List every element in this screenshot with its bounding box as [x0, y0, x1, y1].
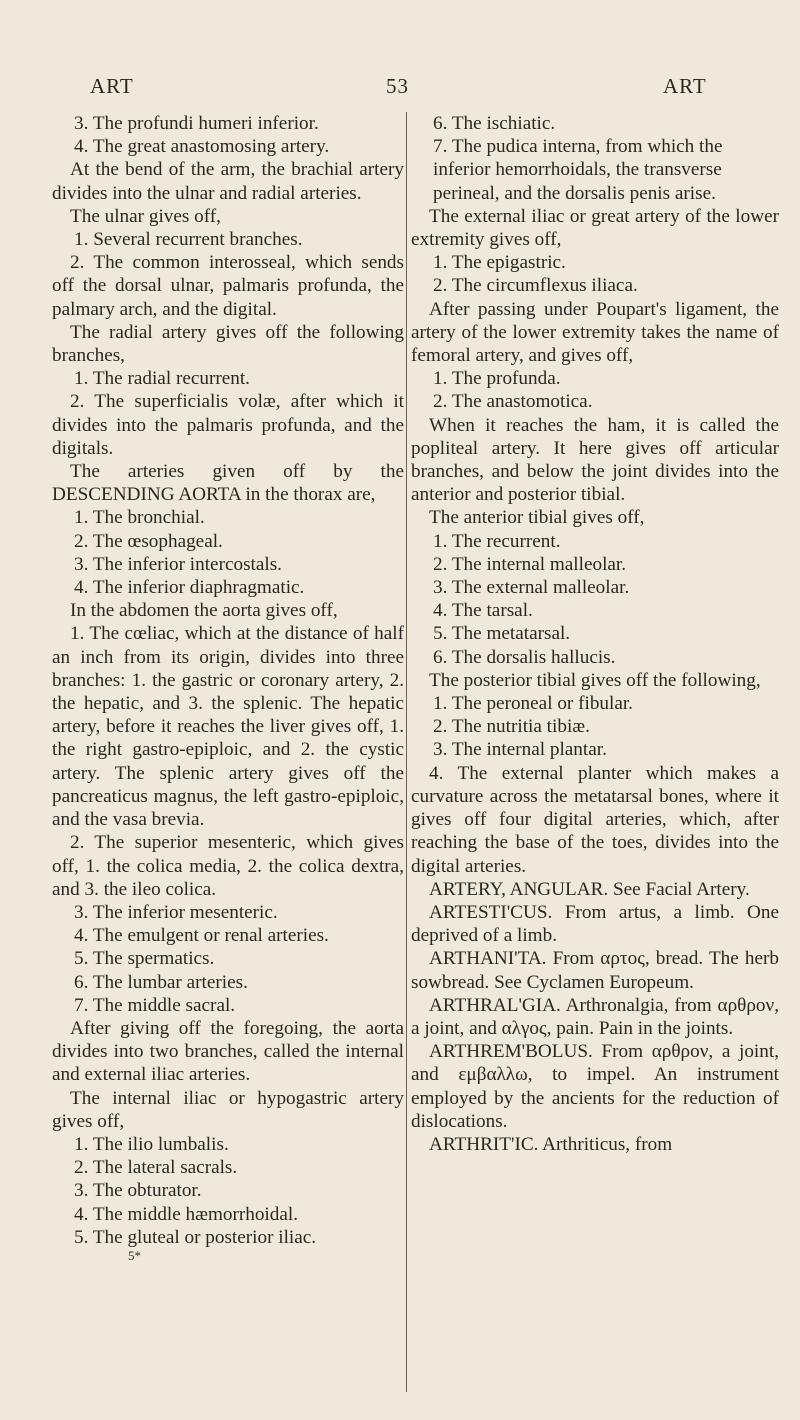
- list-item: 2. The circumflexus iliaca.: [433, 275, 638, 297]
- list-item: 6. The dorsalis hallucis.: [433, 646, 616, 668]
- dictionary-entry: ARTHRIT'IC. Arthriticus, from: [429, 1133, 673, 1155]
- running-header: [0, 74, 800, 104]
- paragraph: In the abdomen the aorta gives off,: [70, 600, 338, 622]
- paragraph: At the bend of the arm, the brachial artery divides into the ulnar and radial arteries.: [52, 159, 404, 204]
- list-item: 2. The œsophageal.: [74, 530, 223, 552]
- signature-mark: 5*: [128, 1247, 141, 1263]
- list-item: 4. The inferior diaphragmatic.: [74, 577, 305, 599]
- page-number: 53: [386, 74, 409, 98]
- paragraph: The anterior tibial gives off,: [429, 507, 645, 529]
- list-item: 4. The tarsal.: [433, 600, 533, 622]
- list-item: 2. The internal malleolar.: [433, 553, 627, 575]
- list-item: 1. The radial recurrent.: [74, 368, 250, 390]
- list-item: 3. The inferior intercostals.: [74, 553, 282, 575]
- paragraph: The ulnar gives off,: [70, 205, 221, 227]
- paragraph: 2. The superior mesenteric, which gives off, 1. the colica media, 2. the colica dextra, and 3. the ileo colica.: [52, 832, 404, 900]
- paragraph: The posterior tibial gives off the following,: [429, 669, 761, 691]
- paragraph: 2. The common interosseal, which sends off the dorsal ulnar, palmaris profunda, the palmary arch, and the digital.: [52, 252, 404, 320]
- dictionary-entry: ARTERY, ANGULAR. See Facial Artery.: [429, 878, 750, 900]
- paragraph: After passing under Poupart's ligament, the artery of the lower extremity takes the name of femoral artery, and gives off,: [411, 298, 779, 367]
- paragraph: The arteries given off by the DESCENDING AORTA in the thorax are,: [52, 461, 404, 506]
- dictionary-entry: ARTHREM'BOLUS. From αρθρον, a joint, and εμβαλλω, to impel. An instrument employed by the ancients for the reduction of dislocations.: [411, 1041, 779, 1132]
- paragraph: The internal iliac or hypogastric artery gives off,: [52, 1087, 404, 1132]
- list-item: 6. The ischiatic.: [433, 113, 556, 134]
- list-item: 2. The anastomotica.: [433, 391, 593, 413]
- list-item: 3. The profundi humeri inferior.: [74, 113, 319, 134]
- paragraph: 1. The cœliac, which at the distance of half an inch from its origin, divides into three branches: 1. the gastric or coronary artery, 2. the hepatic, and 3. the splenic. The hepatic artery, before it reaches the liver gives off, 1. the right gastro-epiploic, and 2. the cystic artery. The splenic artery gives off the pancreaticus magnus, the left gastro-epiploic, and the vasa brevia.: [52, 623, 404, 831]
- list-item: 5. The spermatics.: [74, 948, 215, 970]
- list-item: 2. The nutritia tibiæ.: [433, 716, 590, 738]
- dictionary-entry: ARTHANI'TA. From αρτος, bread. The herb sowbread. See Cyclamen Europeum.: [411, 948, 779, 993]
- list-item: 1. The recurrent.: [433, 530, 561, 552]
- list-item: 5. The gluteal or posterior iliac.: [74, 1226, 317, 1248]
- dictionary-entry: ARTESTI'CUS. From artus, a limb. One deprived of a limb.: [411, 901, 779, 947]
- paragraph: When it reaches the ham, it is called the popliteal artery. It here gives off articular branches, and below the joint divides into the anterior and posterior tibial.: [411, 414, 779, 506]
- list-item: 1. The epigastric.: [433, 252, 566, 274]
- paragraph: 2. The superficialis volæ, after which it divides into the palmaris profunda, and the digitals.: [52, 391, 404, 459]
- list-item: 2. The lateral sacrals.: [74, 1157, 238, 1179]
- list-item: 7. The pudica interna, from which the inferior hemorrhoidals, the transverse perineal, and the dorsalis penis arise.: [433, 136, 723, 204]
- paragraph: The external iliac or great artery of the lower extremity gives off,: [411, 205, 779, 251]
- list-item: 1. The profunda.: [433, 368, 561, 390]
- list-item: 7. The middle sacral.: [74, 994, 236, 1016]
- column-divider: [406, 112, 407, 1392]
- list-item: 1. The bronchial.: [74, 507, 205, 529]
- list-item: 1. The peroneal or fibular.: [433, 693, 633, 715]
- dictionary-entry: ARTHRAL'GIA. Arthronalgia, from αρθρον, a joint, and αλγος, pain. Pain in the joints.: [411, 994, 779, 1039]
- left-column: [52, 112, 404, 1263]
- list-item: 3. The inferior mesenteric.: [74, 901, 278, 923]
- header-left-title: ART: [90, 74, 134, 98]
- list-item: 6. The lumbar arteries.: [74, 971, 248, 993]
- paragraph: After giving off the foregoing, the aorta divides into two branches, called the internal and external iliac arteries.: [52, 1017, 404, 1086]
- list-item: 3. The internal plantar.: [433, 739, 607, 761]
- paragraph: 4. The external planter which makes a curvature across the metatarsal bones, where it gives off four digital arteries, which, after reaching the base of the toes, divides into the digital arteries.: [411, 762, 779, 877]
- list-item: 3. The external malleolar.: [433, 577, 630, 599]
- list-item: 3. The obturator.: [74, 1180, 202, 1202]
- header-right-title: ART: [663, 74, 707, 98]
- list-item: 1. Several recurrent branches.: [74, 229, 303, 251]
- list-item: 4. The great anastomosing artery.: [74, 136, 330, 158]
- paragraph: The radial artery gives off the following branches,: [52, 321, 404, 367]
- list-item: 1. The ilio lumbalis.: [74, 1133, 229, 1155]
- right-column: [411, 112, 779, 1156]
- list-item: 5. The metatarsal.: [433, 623, 571, 645]
- list-item: 4. The middle hæmorrhoidal.: [74, 1203, 299, 1225]
- list-item: 4. The emulgent or renal arteries.: [74, 925, 329, 947]
